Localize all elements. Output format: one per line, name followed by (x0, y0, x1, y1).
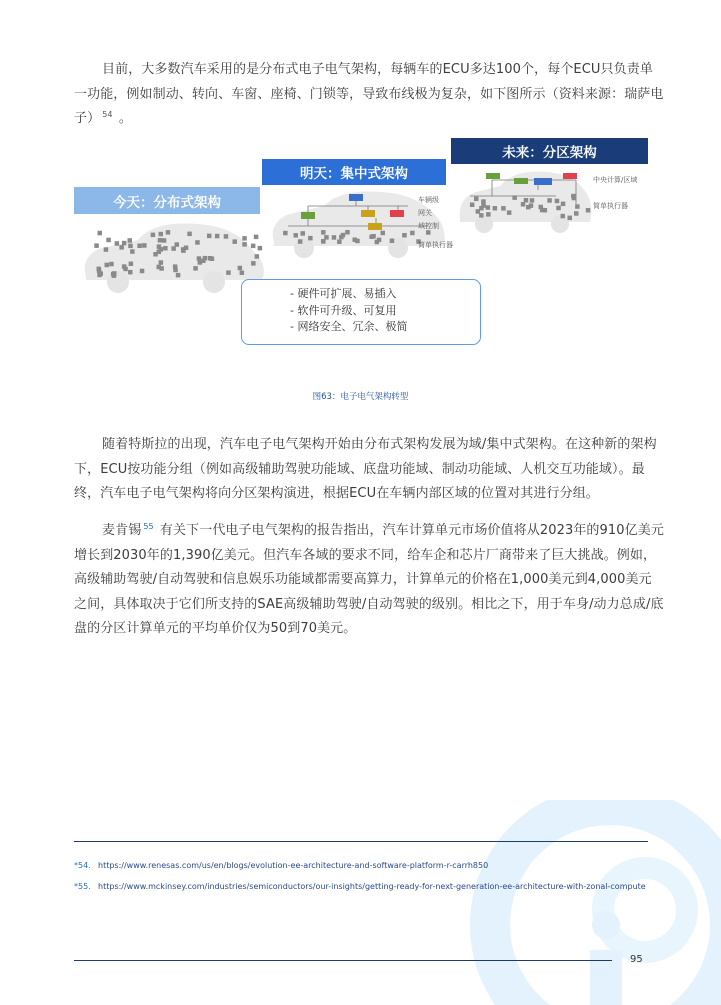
ecu-node (481, 199, 486, 204)
ecu-node (187, 232, 192, 237)
ecu-node (159, 232, 164, 237)
ecu-node (175, 242, 180, 247)
benefit-software: - 软件可升级、可复用 (290, 303, 397, 317)
ecu-node (572, 196, 577, 201)
ecu-node (215, 234, 220, 239)
ecu-node (402, 233, 407, 238)
ecu-node (556, 206, 561, 211)
label-domain-control: 域控制 (418, 222, 439, 230)
ecu-node (308, 236, 313, 241)
ecu-node (195, 240, 200, 245)
ecu-node (568, 216, 573, 221)
ecu-node (524, 198, 529, 203)
figure-caption: 图63：电子电气架构转型 (312, 392, 409, 402)
ecu-node (158, 238, 163, 243)
label-central-compute-zone: 中央计算/区域 (593, 176, 638, 184)
ecu-node (115, 241, 120, 246)
ecu-node (251, 261, 256, 266)
ecu-node (105, 263, 110, 268)
ecu-node (151, 233, 156, 238)
ecu-node (98, 231, 103, 236)
ecu-node (332, 235, 337, 240)
ecu-node (159, 260, 164, 265)
tomorrow-architecture-title: 明天：集中式架构 (262, 159, 446, 185)
ecu-node (162, 238, 167, 243)
page-number: 95 (630, 954, 643, 965)
ecu-node (97, 267, 102, 272)
ecu-node (109, 262, 114, 267)
zonal-car-diagram (456, 166, 594, 240)
ecu-node (298, 239, 303, 244)
footnote-ref-55[interactable]: 55 (143, 522, 154, 531)
ecu-node (128, 270, 133, 275)
ecu-node (122, 264, 127, 269)
ecu-node (122, 241, 127, 246)
ecu-node (242, 236, 247, 241)
paragraph-1 (74, 58, 664, 132)
footnote-55 (74, 881, 674, 893)
ecu-node (371, 234, 376, 239)
benefits-box (241, 279, 481, 345)
ecu-node (142, 243, 147, 248)
ecu-node (128, 244, 133, 249)
paragraph-3-text: 有关下一代电子电气架构的报告指出，汽车计算单元市场价值将从2023年的910亿美元增长到2030年的1,390亿美元。但汽车各域的要求不同，给车企和芯片厂商带来了巨大挑战。例如，高级辅助驾驶/自动驾驶和信息娱乐功能域都需要高算力，计算单元的价格在1,000美元到4,000美元之间，具体取决于它们所支持的SAE高级辅助驾驶/自动驾驶的级别。相比之下，用于车身/动力总成/底盘的分区计算单元的平均单价仅为50到70美元。 (74, 523, 664, 636)
ecu-node (208, 256, 213, 261)
ecu-node (561, 202, 566, 207)
ecu-node (561, 214, 566, 219)
ecu-node (119, 245, 124, 250)
ecu-node (238, 266, 243, 271)
ecu-node (129, 262, 134, 267)
future-architecture-title: 未来：分区架构 (451, 138, 648, 164)
ecu-node (381, 231, 386, 236)
ecu-node (543, 208, 548, 213)
paragraph-2 (74, 433, 664, 507)
ecu-node (501, 206, 506, 211)
ecu-node (339, 235, 344, 240)
ecu-node (575, 204, 580, 209)
ecu-node (493, 206, 498, 211)
ecu-node (171, 246, 176, 251)
paragraph-2-text: 随着特斯拉的出现，汽车电子电气架构开始由分布式架构发展为域/集中式架构。在这种新的架构下，ECU按功能分组（例如高级辅助驾驶功能域、底盘功能域、制动功能域、人机交互功能域）。最终，汽车电子电气架构将向分区架构演进，根据ECU在车辆内部区域的位置对其进行分组。 (74, 437, 657, 501)
paragraph-3 (74, 519, 664, 642)
ecu-node (255, 254, 260, 259)
ecu-node (526, 205, 531, 210)
ecu-node (321, 239, 326, 244)
ecu-node (474, 197, 479, 202)
ecu-node (193, 266, 198, 271)
ecu-node (137, 244, 142, 249)
ecu-node (486, 212, 491, 217)
ecu-node (176, 273, 181, 278)
ecu-node (159, 266, 164, 271)
ecu-node (530, 198, 535, 203)
footnote-55-mark: *55. (74, 882, 91, 891)
benefit-hardware: - 硬件可扩展、易插入 (290, 287, 397, 300)
footnote-54-link[interactable]: https://www.renesas.com/us/en/blogs/evolution-ee-architecture-and-software-platform-r-carrh850 (98, 861, 489, 870)
footnote-54-mark: *54. (74, 861, 91, 870)
label-vehicle-level: 车辆级 (418, 196, 439, 204)
ecu-node (377, 238, 382, 243)
ecu-node (226, 270, 231, 275)
ecu-node (301, 231, 306, 236)
benefit-security: - 网络安全、冗余、极简 (290, 320, 408, 333)
label-simple-actuator-future: 简单执行器 (593, 202, 628, 210)
ecu-node (507, 210, 512, 215)
footnote-divider (74, 841, 648, 842)
ecu-node (586, 208, 591, 213)
ecu-node (283, 231, 288, 236)
ecu-node (233, 239, 238, 244)
ecu-node (106, 238, 111, 243)
ecu-node (242, 242, 247, 247)
ecu-node (130, 249, 135, 254)
page-footer-rule (74, 960, 612, 961)
ecu-node (539, 205, 544, 210)
ecu-node (140, 269, 145, 274)
ecu-node (94, 243, 99, 248)
ecu-node (173, 268, 178, 273)
ecu-node (258, 246, 263, 251)
distributed-car-diagram (78, 216, 268, 294)
ecu-node (294, 233, 299, 238)
ecu-node (470, 203, 475, 208)
ecu-node (353, 238, 358, 243)
ecu-node (240, 271, 245, 276)
paragraph-1-end: 。 (114, 111, 132, 126)
ecu-node (97, 273, 102, 278)
ecu-node (321, 230, 326, 235)
ecu-node (521, 202, 526, 207)
ecu-node (224, 234, 229, 239)
ecu-node (324, 235, 329, 240)
ecu-node (166, 230, 171, 235)
footnote-55-link[interactable]: https://www.mckinsey.com/industries/semiconductors/our-insights/getting-ready-for-next-generation-ee-architecture-with-zonal-compute (98, 882, 646, 891)
ecu-node (555, 199, 560, 204)
paragraph-1-text: 目前，大多数汽车采用的是分布式电子电气架构，每辆车的ECU多达100个，每个ECU只负责单一功能，例如制动、转向、车窗、座椅、门锁等，导致布线极为复杂，如下图所示（资料来源：瑞萨电子） (74, 62, 664, 126)
ecu-node (207, 234, 212, 239)
decorative-watermark (440, 800, 721, 1005)
ecu-node (479, 206, 484, 211)
ecu-node (251, 244, 256, 249)
ecu-node (512, 195, 517, 200)
ecu-node (157, 244, 162, 249)
ecu-node (479, 213, 484, 218)
ecu-node (337, 240, 342, 245)
ecu-node (486, 205, 491, 210)
ecu-node (390, 239, 395, 244)
ecu-node (104, 247, 109, 252)
label-gateway: 网关 (418, 209, 432, 217)
ecu-node (197, 256, 202, 261)
paragraph-3-lead: 麦肯锡 (102, 523, 142, 538)
label-simple-actuator: 简单执行器 (418, 241, 453, 249)
ecu-node (163, 246, 168, 251)
ecu-node (547, 198, 552, 203)
ecu-node (203, 256, 208, 261)
ecu-node (111, 272, 116, 277)
ecu-node (345, 230, 350, 235)
footnote-ref-54[interactable]: 54 (102, 110, 113, 119)
ecu-node (181, 248, 186, 253)
ecu-node (410, 231, 415, 236)
footnote-54 (74, 860, 674, 872)
today-architecture-title: 今天：分布式架构 (74, 187, 260, 214)
ecu-node (254, 235, 258, 240)
ecu-node (128, 238, 133, 243)
ecu-node (574, 211, 579, 216)
